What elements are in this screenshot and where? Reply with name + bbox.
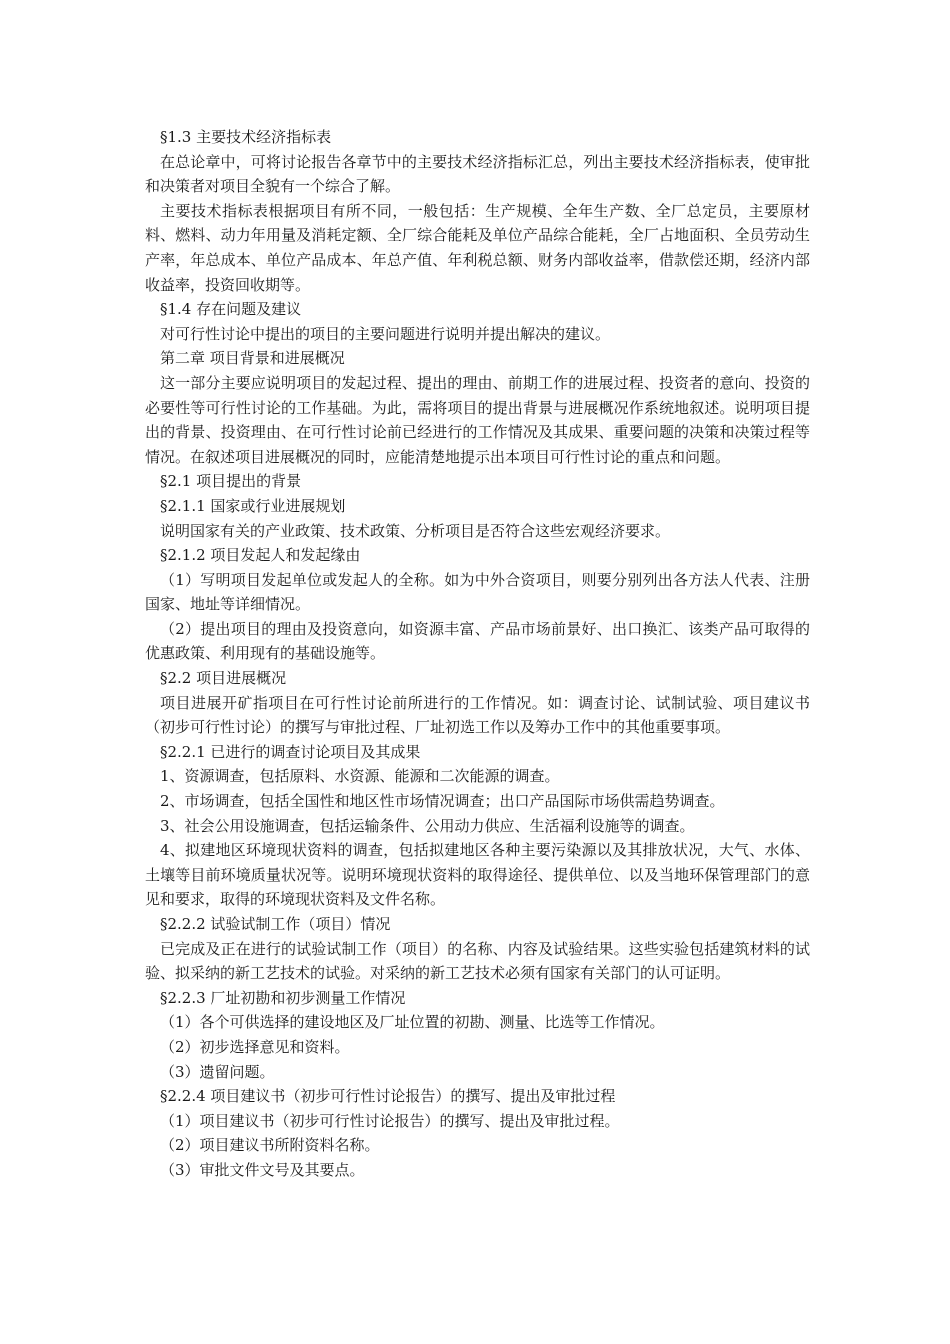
list-item: 4、拟建地区环境现状资料的调查，包括拟建地区各种主要污染源以及其排放状况，大气、水体、土壤等目前环境质量状况等。说明环境现状资料的取得途径、提供单位、以及当地环保管理部门的意见和要求，取得的环境现状资料及文件名称。 [145, 841, 810, 909]
paragraph: 对可行性讨论中提出的项目的主要问题进行说明并提出解决的建议。 [160, 324, 611, 343]
list-item: （1）写明项目发起单位或发起人的全称。如为中外合资项目，则要分别列出各方法人代表、注册国家、地址等详细情况。 [145, 570, 810, 614]
list-item: 2、市场调查，包括全国性和地区性市场情况调查；出口产品国际市场供需趋势调查。 [160, 792, 725, 811]
list-item: （1）项目建议书（初步可行性讨论报告）的撰写、提出及审批过程。 [160, 1111, 620, 1130]
paragraph: 已完成及正在进行的试验试制工作（项目）的名称、内容及试验结果。这些实验包括建筑材料的试验、拟采纳的新工艺技术的试验。对采纳的新工艺技术必须有国家有关部门的认可证明。 [145, 939, 810, 983]
paragraph: 项目进展开矿指项目在可行性讨论前所进行的工作情况。如：调查讨论、试制试验、项目建议书（初步可行性讨论）的撰写与审批过程、厂址初选工作以及筹办工作中的其他重要事项。 [145, 693, 810, 737]
section-heading: §2.2 项目进展概况 [160, 669, 287, 688]
list-item: 3、社会公用设施调查，包括运输条件、公用动力供应、生活福利设施等的调查。 [160, 816, 695, 835]
list-item: （3）审批文件文号及其要点。 [160, 1160, 365, 1179]
subsection-heading: §2.2.2 试验试制工作（项目）情况 [160, 915, 391, 933]
subsection-heading: §2.2.3 厂址初勘和初步测量工作情况 [160, 988, 406, 1007]
paragraph: 这一部分主要应说明项目的发起过程、提出的理由、前期工作的进展过程、投资者的意向、投资的必要性等可行性讨论的工作基础。为此，需将项目的提出背景与进展概况作系统地叙述。说明项目提出的背景、投资理由、在可行性讨论前已经进行的工作情况及其成果、重要问题的决策和决策过程等情况。在叙述项目进展概况的同时，应能清楚地提示出本项目可行性讨论的重点和问题。 [145, 373, 810, 466]
list-item: （1）各个可供选择的建设地区及厂址位置的初勘、测量、比选等工作情况。 [160, 1013, 665, 1032]
paragraph: 说明国家有关的产业政策、技术政策、分析项目是否符合这些宏观经济要求。 [160, 521, 671, 540]
subsection-heading: §2.2.4 项目建议书（初步可行性讨论报告）的撰写、提出及审批过程 [160, 1087, 616, 1106]
chapter-heading: 第二章 项目背景和进展概况 [160, 349, 345, 368]
section-heading: §2.1 项目提出的背景 [160, 472, 302, 491]
list-item: 1、资源调查，包括原料、水资源、能源和二次能源的调查。 [160, 767, 560, 786]
section-heading: §1.4 存在问题及建议 [160, 300, 302, 319]
document-body [145, 125, 810, 1183]
section-heading: §1.3 主要技术经济指标表 [160, 128, 332, 146]
list-item: （3）遗留问题。 [160, 1062, 275, 1081]
subsection-heading: §2.1.2 项目发起人和发起缘由 [160, 546, 361, 565]
paragraph: 在总论章中，可将讨论报告各章节中的主要技术经济指标汇总，列出主要技术经济指标表，使审批和决策者对项目全貌有一个综合了解。 [145, 152, 810, 196]
subsection-heading: §2.2.1 已进行的调查讨论项目及其成果 [160, 742, 421, 761]
list-item: （2）初步选择意见和资料。 [160, 1037, 350, 1056]
subsection-heading: §2.1.1 国家或行业进展规划 [160, 496, 346, 515]
paragraph: 主要技术指标表根据项目有所不同，一般包括：生产规模、全年生产数、全厂总定员，主要原材料、燃料、动力年用量及消耗定额、全厂综合能耗及单位产品综合能耗，全厂占地面积、全员劳动生产率，年总成本、单位产品成本、年总产值、年利税总额、财务内部收益率，借款偿还期，经济内部收益率，投资回收期等。 [145, 201, 810, 294]
list-item: （2）提出项目的理由及投资意向，如资源丰富、产品市场前景好、出口换汇、该类产品可取得的优惠政策、利用现有的基础设施等。 [145, 619, 810, 663]
list-item: （2）项目建议书所附资料名称。 [160, 1136, 380, 1155]
